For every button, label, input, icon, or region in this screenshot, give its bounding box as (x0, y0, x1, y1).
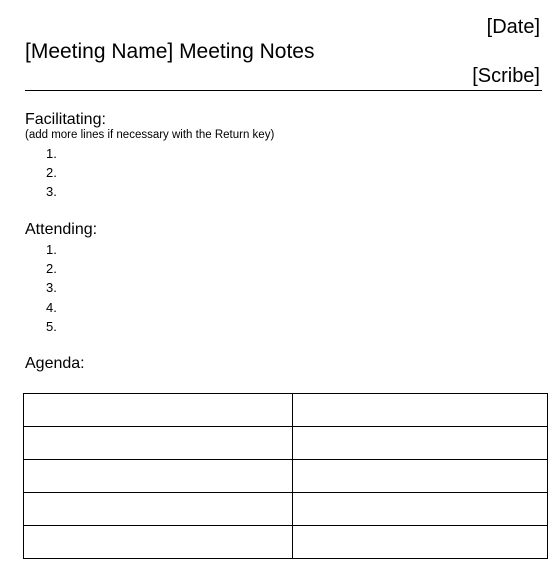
agenda-cell[interactable] (293, 460, 548, 493)
agenda-cell[interactable] (24, 526, 293, 559)
table-row (24, 460, 548, 493)
agenda-cell[interactable] (293, 526, 548, 559)
date-placeholder[interactable]: [Date] (486, 16, 540, 38)
agenda-cell[interactable] (293, 394, 548, 427)
attending-list-item[interactable]: 2. (46, 261, 57, 277)
attending-heading: Attending: (25, 221, 98, 238)
attending-list-item[interactable]: 1. (46, 242, 57, 257)
agenda-cell[interactable] (293, 427, 548, 460)
facilitating-list-item[interactable]: 3. (46, 184, 57, 200)
agenda-cell[interactable] (293, 493, 548, 526)
header-divider (25, 90, 542, 91)
agenda-table (23, 393, 548, 559)
facilitating-list-item[interactable]: 1. (46, 146, 57, 161)
table-row (24, 493, 548, 526)
table-row (24, 394, 548, 427)
attending-list-item[interactable]: 4. (46, 299, 57, 315)
agenda-cell[interactable] (24, 460, 293, 493)
meeting-title[interactable]: [Meeting Name] Meeting Notes (25, 40, 315, 63)
agenda-cell[interactable] (24, 427, 293, 460)
facilitating-list-item[interactable]: 2. (46, 165, 57, 181)
facilitating-hint: (add more lines if necessary with the Return key) (25, 129, 275, 141)
facilitating-heading: Facilitating: (25, 111, 106, 128)
attending-list-item[interactable]: 5. (46, 318, 57, 334)
table-row (24, 427, 548, 460)
attending-list-item[interactable]: 3. (46, 280, 57, 296)
attending-list (46, 240, 57, 336)
facilitating-list (46, 144, 57, 202)
table-row (24, 526, 548, 559)
agenda-cell[interactable] (24, 493, 293, 526)
agenda-cell[interactable] (24, 394, 293, 427)
scribe-placeholder[interactable]: [Scribe] (472, 65, 540, 87)
agenda-heading: Agenda: (25, 355, 85, 372)
